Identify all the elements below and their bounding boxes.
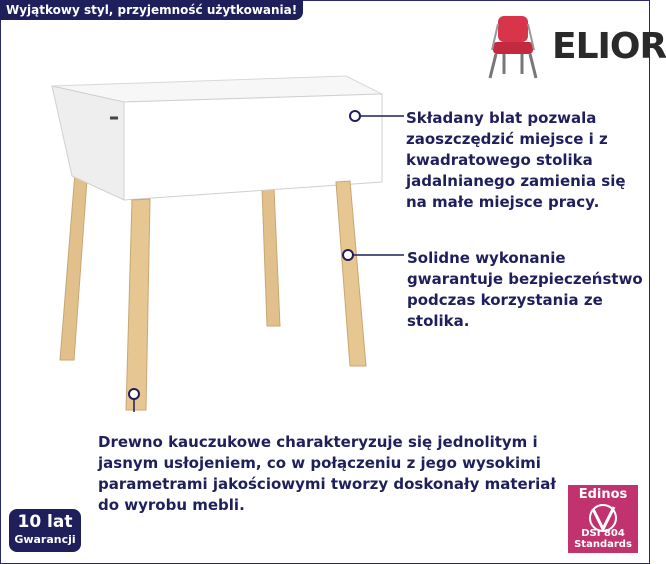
- edinos-name: Edinos: [578, 487, 628, 502]
- edinos-code-left: DSI: [581, 528, 601, 539]
- warranty-label: Gwarancji: [14, 533, 76, 546]
- table-side-panel: [52, 86, 124, 200]
- callout-solid-build: Solidne wykonanie gwarantuje bezpieczeństwo podczas korzystania ze stolika.: [407, 249, 643, 330]
- warranty-years: 10 lat: [17, 512, 73, 532]
- edinos-standards: Standards: [574, 539, 632, 550]
- warranty-badge: [9, 509, 81, 552]
- callout-rubber-wood: Drewno kauczukowe charakteryzuje się jednolitym i jasnym usłojeniem, co w połączeniu z jego wysokimi parametrami jakościowymi tworzy doskonały materiał do wyrobu mebli.: [98, 433, 556, 514]
- table-leg-back-right: [262, 188, 280, 326]
- table-leg-front-right: [336, 181, 366, 366]
- edinos-badge: [568, 485, 638, 553]
- top-banner: Wyjątkowy styl, przyjemność użytkowania!: [0, 0, 303, 20]
- table-leg-front-left: [126, 199, 150, 410]
- brand-name: ELIOR: [552, 26, 666, 67]
- callout-folding-top: Składany blat pozwala zaoszczędzić miejsce i z kwadratowego stolika jadalnianego zamienia się na małe miejsce pracy.: [406, 109, 626, 211]
- edinos-code-right: 804: [603, 528, 625, 539]
